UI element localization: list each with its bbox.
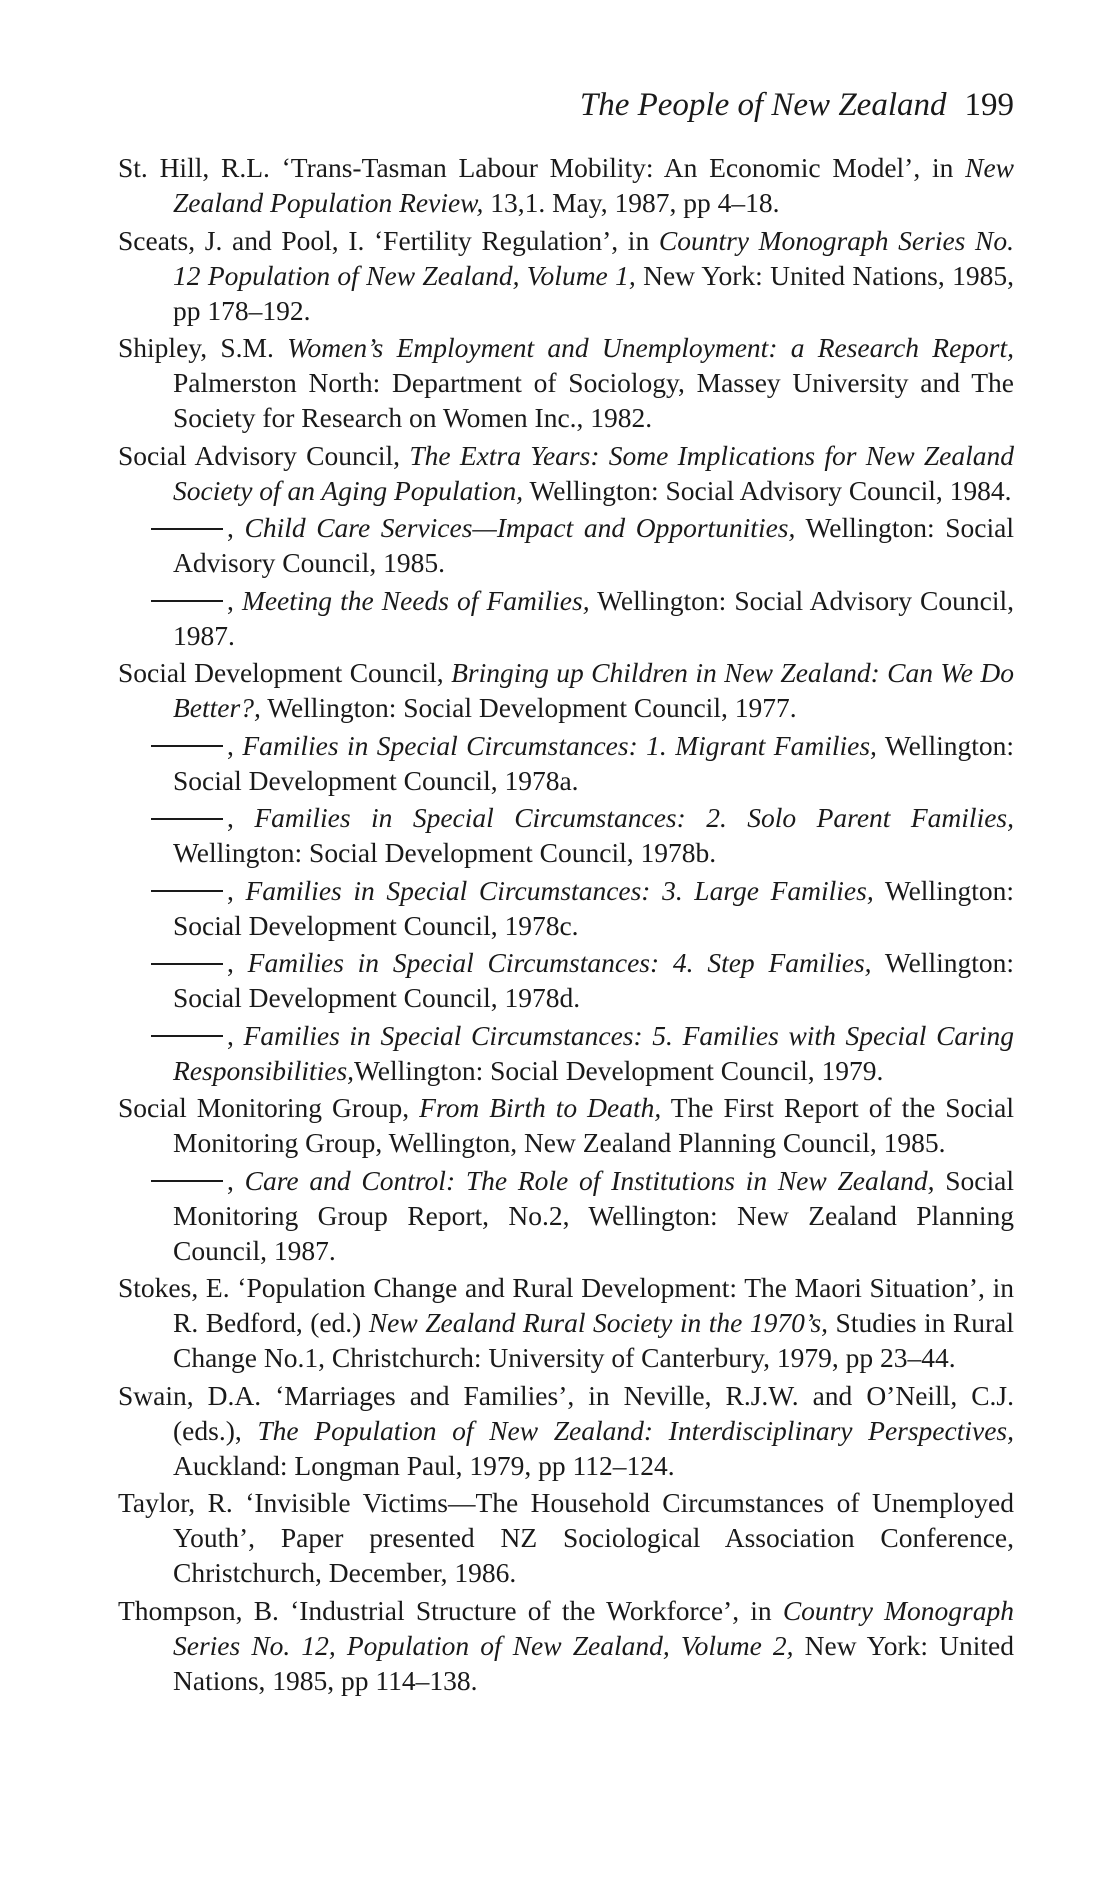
- reference-text: Wellington: Social Development Council, 1978b.: [173, 837, 717, 868]
- reference-text: Wellington: Social Development Council, 1978c.: [173, 874, 1014, 941]
- reference-entry: [118, 1593, 1014, 1698]
- reference-text: 13,1. May, 1987, pp 4–18.: [483, 187, 780, 218]
- reference-title: The Population of New Zealand: Interdisciplinary Perspectives,: [257, 1414, 1014, 1446]
- reference-title: Families in Special Circumstances: 4. Step Families,: [247, 947, 872, 978]
- reference-list: [118, 150, 1014, 1700]
- reference-title: From Birth to Death,: [419, 1092, 662, 1123]
- reference-text: New York: United Nations, 1985, pp 178–192.: [173, 259, 1014, 326]
- repeat-author-dash: [151, 528, 223, 530]
- reference-text: ,: [227, 1019, 244, 1051]
- reference-text: Social Advisory Council,: [118, 439, 410, 471]
- reference-title: Families in Special Circumstances: 1. Migrant Families,: [242, 729, 877, 761]
- reference-text: Wellington: Social Development Council, 1979.: [354, 1054, 884, 1086]
- running-header: [118, 85, 1014, 125]
- reference-text: Wellington: Social Development Council, 1978a.: [173, 729, 1015, 796]
- reference-entry-continuation: [118, 1163, 1014, 1268]
- repeat-author-dash: [151, 1180, 223, 1182]
- reference-text: Stokes, E. ‘Population Change and Rural Development: The Maori Situation’, in R. Bedford, (ed.): [118, 1272, 1014, 1338]
- reference-text: Taylor, R. ‘Invisible Victims—The Household Circumstances of Unemployed Youth’, Paper presented NZ Sociological Association Conference, Christchurch, December, 1986.: [118, 1487, 1014, 1588]
- reference-title: Bringing up Children in New Zealand: Can We Do Better?,: [173, 657, 1014, 723]
- reference-entry: [118, 223, 1014, 328]
- repeat-author-dash: [151, 600, 223, 602]
- running-title: The People of New Zealand: [579, 87, 947, 123]
- reference-text: Wellington: Social Advisory Council, 1987.: [173, 584, 1015, 651]
- reference-entry: [118, 330, 1014, 435]
- reference-text: ,: [227, 584, 242, 616]
- reference-text: ,: [227, 874, 246, 906]
- reference-text: Palmerston North: Department of Sociology, Massey University and The Society for Research on Women Inc., 1982.: [173, 367, 1014, 433]
- reference-entry-continuation: [118, 1018, 1014, 1088]
- repeat-author-dash: [151, 890, 223, 892]
- reference-title: The Extra Years: Some Implications for New Zealand Society of an Aging Population,: [173, 439, 1014, 506]
- reference-title: Country Monograph Series No. 12, Population of New Zealand, Volume 2,: [173, 1594, 1015, 1661]
- reference-title: Care and Control: The Role of Institutions in New Zealand,: [244, 1164, 935, 1196]
- reference-entry-continuation: [118, 945, 1014, 1015]
- reference-title: Families in Special Circumstances: 5. Families with Special Caring Responsibilities,: [173, 1019, 1014, 1086]
- reference-text: Wellington: Social Development Council, 1978d.: [173, 947, 1015, 1013]
- reference-text: Social Monitoring Group,: [118, 1092, 420, 1123]
- reference-entry: [118, 655, 1014, 725]
- reference-text: Wellington: Social Development Council, 1977.: [260, 692, 797, 723]
- reference-text: Swain, D.A. ‘Marriages and Families’, in Neville, R.J.W. and O’Neill, C.J. (eds.),: [118, 1379, 1014, 1446]
- reference-text: St. Hill, R.L. ‘Trans-Tasman Labour Mobility: An Economic Model’, in: [118, 152, 966, 183]
- reference-text: Social Monitoring Group Report, No.2, Wellington: New Zealand Planning Council, 1987.: [173, 1164, 1014, 1266]
- reference-title: Child Care Services—Impact and Opportunities,: [244, 512, 796, 543]
- repeat-author-dash: [151, 818, 223, 820]
- reference-entry-continuation: [118, 583, 1014, 653]
- reference-text: Social Development Council,: [118, 657, 452, 688]
- reference-title: New Zealand Rural Society in the 1970’s,: [368, 1307, 829, 1338]
- reference-entry: [118, 1485, 1014, 1590]
- reference-entry: [118, 438, 1014, 508]
- reference-entry: [118, 150, 1014, 220]
- reference-text: ,: [227, 802, 255, 833]
- reference-text: Auckland: Longman Paul, 1979, pp 112–124.: [173, 1449, 675, 1481]
- reference-text: ,: [227, 729, 243, 761]
- reference-text: Shipley, S.M.: [118, 332, 288, 363]
- reference-text: Thompson, B. ‘Industrial Structure of the Workforce’, in: [118, 1594, 783, 1626]
- repeat-author-dash: [151, 1035, 223, 1037]
- reference-entry-continuation: [118, 728, 1014, 798]
- reference-title: Country Monograph Series No. 12 Population of New Zealand, Volume 1,: [173, 224, 1014, 291]
- page-number: 199: [964, 87, 1014, 123]
- repeat-author-dash: [151, 745, 223, 747]
- reference-entry: [118, 1378, 1014, 1483]
- reference-text: New York: United Nations, 1985, pp 114–138.: [173, 1629, 1014, 1696]
- reference-title: Meeting the Needs of Families,: [241, 584, 590, 616]
- reference-text: Studies in Rural Change No.1, Christchurch: University of Canterbury, 1979, pp 23–44.: [173, 1307, 1014, 1373]
- reference-text: ,: [227, 512, 245, 543]
- reference-text: The First Report of the Social Monitoring Group, Wellington, New Zealand Planning Council, 1985.: [173, 1092, 1015, 1158]
- reference-title: Families in Special Circumstances: 3. Large Families,: [245, 874, 874, 906]
- reference-entry: [118, 1090, 1014, 1160]
- reference-text: ,: [227, 947, 248, 978]
- reference-entry: [118, 1270, 1014, 1375]
- repeat-author-dash: [151, 963, 223, 965]
- reference-entry-continuation: [118, 510, 1014, 580]
- reference-text: Wellington: Social Advisory Council, 1985.: [173, 512, 1014, 578]
- reference-title: Families in Special Circumstances: 2. Solo Parent Families,: [254, 802, 1014, 833]
- reference-entry-continuation: [118, 800, 1014, 870]
- reference-title: New Zealand Population Review,: [173, 152, 1014, 218]
- reference-text: ,: [227, 1164, 245, 1196]
- reference-entry-continuation: [118, 873, 1014, 943]
- reference-title: Women’s Employment and Unemployment: a Research Report,: [287, 332, 1014, 363]
- reference-text: Wellington: Social Advisory Council, 1984.: [523, 474, 1012, 506]
- reference-text: Sceats, J. and Pool, I. ‘Fertility Regulation’, in: [118, 224, 659, 256]
